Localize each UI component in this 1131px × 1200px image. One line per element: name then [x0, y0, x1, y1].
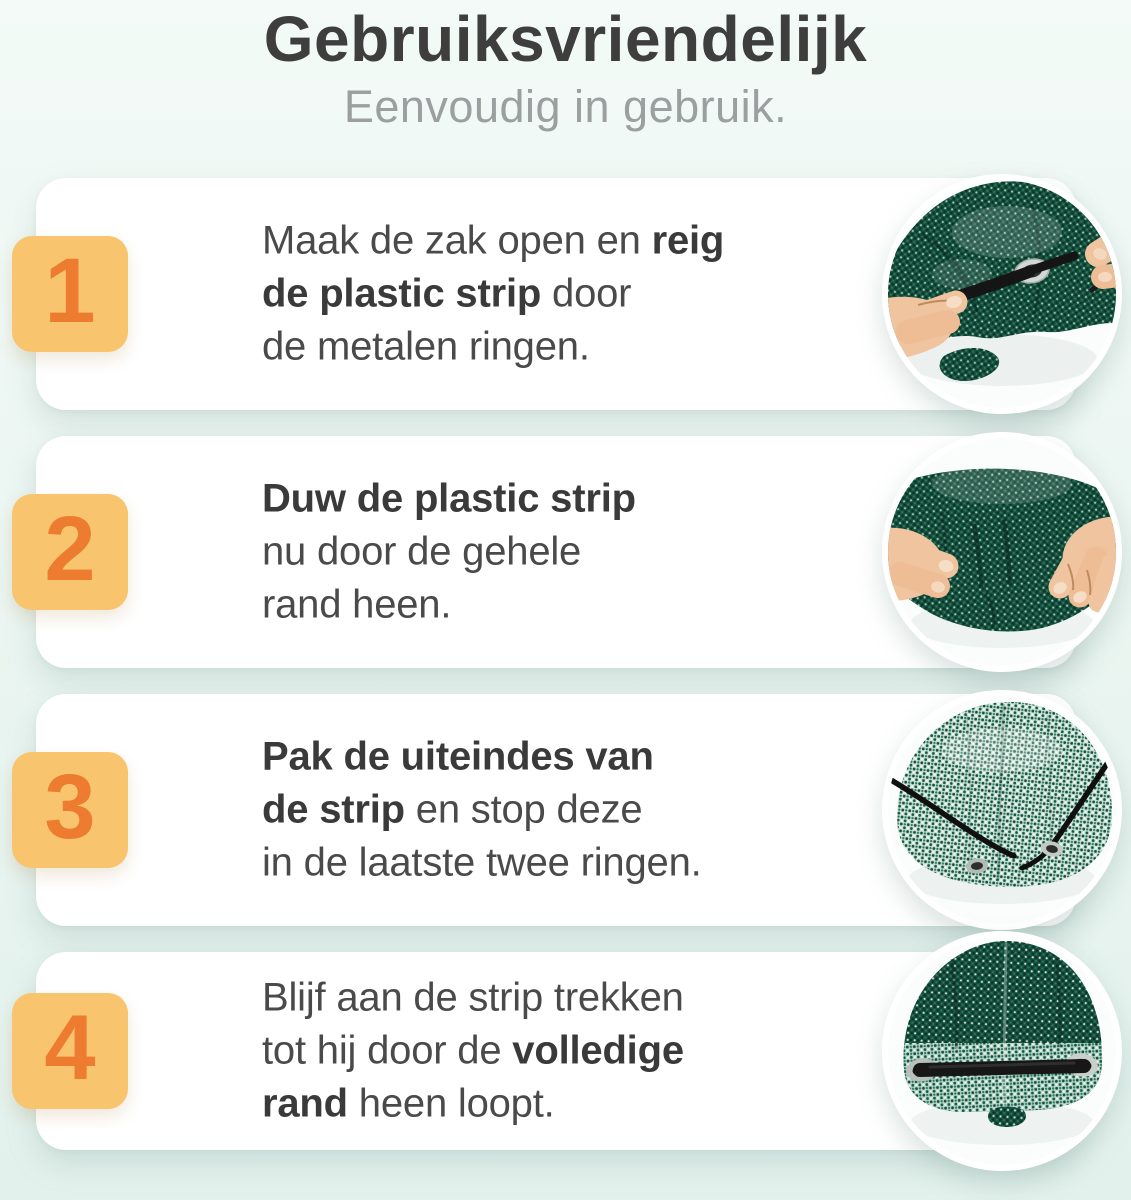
step-text-post: heen loopt.: [347, 1081, 555, 1126]
steps-list: [36, 178, 1076, 1150]
step-1-photo: [882, 174, 1122, 414]
step-text-line: [262, 1025, 684, 1078]
step-number-badge: 1: [12, 236, 128, 352]
garden-bag-pushing-photo: [882, 432, 1122, 672]
step-text-bold: de strip: [262, 787, 405, 832]
step-text-bold: Duw de plastic strip: [262, 476, 636, 521]
step-text-line: [262, 579, 636, 632]
step-card-4: [36, 952, 1076, 1150]
step-4-photo: [882, 931, 1122, 1171]
step-3-photo: [882, 690, 1122, 930]
step-text-line: [262, 837, 702, 890]
step-2-photo: [882, 432, 1122, 672]
garden-bag-threading-photo: [882, 174, 1122, 414]
step-text-bold: reig: [651, 218, 725, 263]
step-text-bold: Pak de uiteindes van: [262, 734, 654, 779]
step-number-badge: 2: [12, 494, 128, 610]
step-text-line: [262, 784, 702, 837]
step-text: [262, 731, 702, 890]
step-text-line: [262, 526, 636, 579]
step-text-pre: Maak de zak open en: [262, 218, 652, 263]
step-text: [262, 473, 636, 632]
header: [0, 0, 1131, 132]
step-card-2: [36, 436, 1076, 668]
step-text-line: [262, 972, 684, 1025]
step-text-line: [262, 321, 724, 374]
step-text: [262, 215, 724, 374]
page-subtitle: Eenvoudig in gebruik.: [343, 81, 788, 132]
step-text-bold: rand: [262, 1081, 348, 1126]
step-text: [262, 972, 684, 1131]
step-text-line: [262, 215, 724, 268]
step-text-line: [262, 1078, 684, 1131]
step-text-pre: tot hij door de: [262, 1028, 513, 1073]
step-text-bold: volledige: [512, 1028, 684, 1073]
garden-bag-full-rim-strip-photo: [882, 931, 1122, 1171]
step-number-badge: 4: [12, 993, 128, 1109]
step-text-line: [262, 731, 702, 784]
step-text-pre: de metalen ringen.: [262, 324, 590, 369]
step-text-post: en stop deze: [404, 787, 643, 832]
step-card-1: [36, 178, 1076, 410]
step-card-3: [36, 694, 1076, 926]
step-text-line: [262, 268, 724, 321]
step-text-bold: de plastic strip: [262, 271, 542, 316]
step-text-pre: rand heen.: [262, 582, 452, 627]
step-number-badge: 3: [12, 752, 128, 868]
step-text-pre: nu door de gehele: [262, 529, 582, 574]
garden-bag-cord-rings-photo: [882, 690, 1122, 930]
step-text-pre: Blijf aan de strip trekken: [262, 975, 684, 1020]
step-text-post: door: [541, 271, 632, 316]
page-title: Gebruiksvriendelijk: [263, 3, 868, 75]
step-text-line: [262, 473, 636, 526]
step-text-pre: in de laatste twee ringen.: [262, 840, 702, 885]
